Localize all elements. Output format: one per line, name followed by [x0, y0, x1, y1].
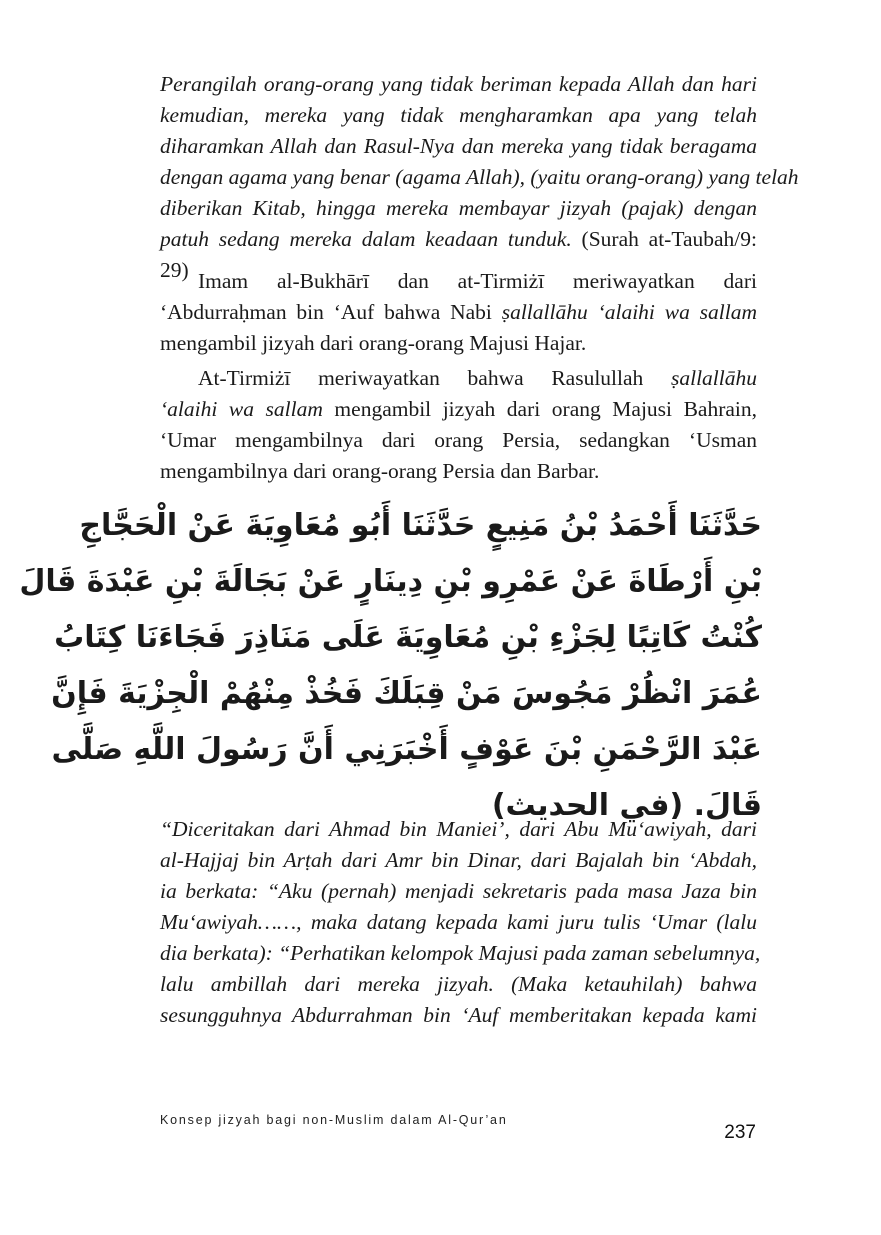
- text-line: dia berkata): “Perhatikan kelompok Majusi pada zaman sebelumnya,: [160, 941, 761, 965]
- arabic-line: ﺑْﻦِ أَرْﻃَﺎةَ ﻋَﻦْ ﻋَﻤْﺮِو ﺑْﻦِ دِﻳﻨَﺎرٍ ﻋَﻦْ ﺑَﺠَﺎﻟَﺔَ ﺑْﻦِ ﻋَﺒْﺪَةَ ﻗَﺎلَ: [19, 564, 762, 599]
- arabic-line: ﺣَﺪَّﺛَﻨَﺎ أَﺣْﻤَﺪُ ﺑْﻦُ ﻣَﻨِﻴﻊٍ ﺣَﺪَّﺛَﻨَﺎ أَﺑُﻮ ﻣُﻌَﺎوِﻳَﺔَ ﻋَﻦْ اﻟْﺤَﺠَّﺎجِ: [79, 508, 762, 543]
- surah-citation: (Surah at-Taubah/9:: [571, 227, 757, 251]
- paragraph-bukhari: [160, 266, 757, 359]
- page-number: 237: [724, 1122, 756, 1143]
- text-line: Imam al-Bukhārī dan at-Tirmiżī meriwayatkan dari: [198, 269, 757, 293]
- text-line: ‘Umar mengambilnya dari orang Persia, sedangkan ‘Usman: [160, 428, 757, 452]
- text-plain: ‘Abdurraḥman bin ‘Auf bahwa Nabi: [160, 300, 502, 324]
- text-line: [160, 394, 757, 425]
- hadith-translation: [160, 814, 761, 1031]
- text-line: dengan agama yang benar (agama Allah), (yaitu orang-orang) yang telah: [160, 165, 799, 189]
- salawat-italic: ‘alaihi wa sallam: [160, 397, 323, 421]
- text-plain: At-Tirmiżī meriwayatkan bahwa Rasulullah: [198, 366, 671, 390]
- text-line: [160, 363, 757, 394]
- verse-end-italic: patuh sedang mereka dalam keadaan tunduk.: [160, 227, 572, 251]
- text-line: sesungguhnya Abdurrahman bin ‘Auf memberitakan kepada kami: [160, 1003, 757, 1027]
- salawat-italic: ṣallallāhu ‘alaihi wa sallam: [501, 300, 757, 324]
- surah-citation-end: 29): [160, 258, 189, 282]
- arabic-hadith-text: [19, 500, 762, 831]
- text-line: mengambil jizyah dari orang-orang Majusi Hajar.: [160, 331, 587, 355]
- paragraph-tirmizi: [160, 363, 757, 487]
- text-line: kemudian, mereka yang tidak mengharamkan apa yang telah: [160, 103, 757, 127]
- quran-verse-translation: [160, 69, 799, 286]
- text-line: [160, 297, 757, 328]
- text-plain: mengambil jizyah dari orang Majusi Bahrain,: [322, 397, 757, 421]
- text-line: Mu‘awiyah……, maka datang kepada kami juru tulis ‘Umar (lalu: [160, 910, 757, 934]
- text-line: “Diceritakan dari Ahmad bin Maniei’, dari Abu Mu‘awiyah, dari: [160, 817, 757, 841]
- running-footer-title: Konsep jizyah bagi non-Muslim dalam Al-Qur’an: [160, 1113, 508, 1127]
- text-line: [160, 224, 757, 255]
- text-line: diberikan Kitab, hingga mereka membayar jizyah (pajak) dengan: [160, 196, 757, 220]
- text-line: ia berkata: “Aku (pernah) menjadi sekretaris pada masa Jaza bin: [160, 879, 757, 903]
- text-line: mengambilnya dari orang-orang Persia dan Barbar.: [160, 459, 600, 483]
- salawat-italic: ṣallallāhu: [670, 366, 757, 390]
- arabic-line: ﻗَﺎلَ. (ﻓﻲ اﻟﺤﺪﻳﺚ): [491, 788, 762, 823]
- text-line: diharamkan Allah dan Rasul-Nya dan mereka yang tidak beragama: [160, 134, 757, 158]
- arabic-line: ﻛُﻨْﺖُ ﻛَﺎﺗِﺒًﺎ ﻟِﺠَﺰْءِ ﺑْﻦِ ﻣُﻌَﺎوِﻳَﺔَ ﻋَﻠَﻰ ﻣَﻨَﺎذِرَ ﻓَﺠَﺎءَﻧَﺎ ﻛِﺘَﺎبُ: [54, 620, 762, 655]
- arabic-line: ﻋُﻤَﺮَ اﻧْﻈُﺮْ ﻣَﺠُﻮسَ ﻣَﻦْ ﻗِﺒَﻠَﻚَ ﻓَﺨُﺬْ ﻣِﻨْﻬُﻢْ اﻟْﺠِﺰْﻳَﺔَ ﻓَﺈِنَّ: [51, 676, 762, 711]
- text-line: al-Hajjaj bin Arṭah dari Amr bin Dinar, dari Bajalah bin ‘Abdah,: [160, 848, 757, 872]
- text-line: lalu ambillah dari mereka jizyah. (Maka ketauhilah) bahwa: [160, 972, 757, 996]
- arabic-line: ﻋَﺒْﺪَ اﻟﺮَّﺣْﻤَﻦِ ﺑْﻦَ ﻋَﻮْفٍ أَﺧْﺒَﺮَﻧِﻲ أَنَّ رَﺳُﻮلَ اﻟﻠَّﻪِ ﺻَﻠَّﻰ: [51, 732, 762, 767]
- text-line: Perangilah orang-orang yang tidak beriman kepada Allah dan hari: [160, 72, 757, 96]
